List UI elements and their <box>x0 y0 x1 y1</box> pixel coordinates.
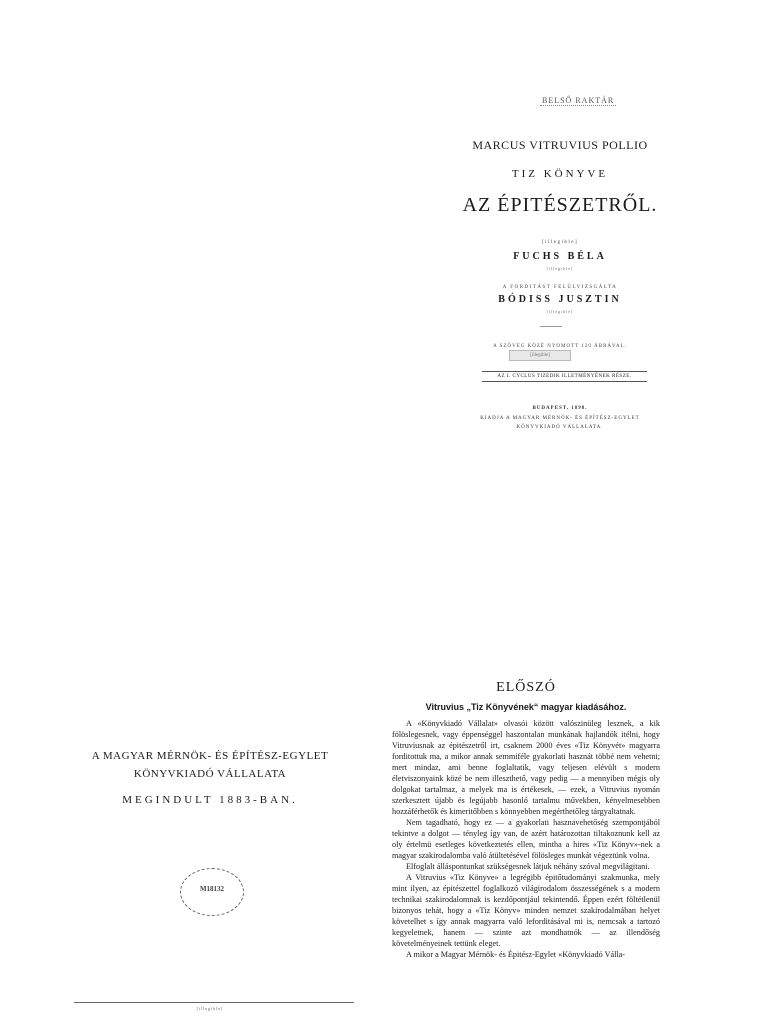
paragraph: Elfoglalt álláspontunkat szükségesnek látjuk néhány szóval megvilágitani. <box>406 862 650 871</box>
society-name: A MAGYAR MÉRNÖK- ÉS ÉPÍTÉSZ-EGYLET <box>91 750 329 762</box>
library-stamp <box>180 868 244 916</box>
publisher-name: KÖNYVKIADÓ VÁLLALATA <box>133 768 287 780</box>
place-year: BUDAPEST, 1898. <box>532 406 588 411</box>
printer-rule <box>74 1002 354 1003</box>
translator-name: FUCHS BÉLA <box>513 251 607 262</box>
figures-box: [illegible] <box>509 350 571 361</box>
author-name: MARCUS VITRUVIUS POLLIO <box>472 138 648 152</box>
publisher-page <box>40 740 380 1020</box>
translated-by-label: [illegible] <box>541 240 579 245</box>
figures-note: A SZÖVEG KÖZÉ NYOMOTT 120 ÁBRÁVAL. <box>493 344 627 349</box>
reviser-role: [illegible] <box>546 309 574 314</box>
printer-line: [illegible] <box>196 1006 224 1011</box>
paragraph: Nem tagadható, hogy ez — a gyakorlati hasznavehetőség szempontjából tekintve a dolgot — tényleg így van, de azért határozottan tiltakoznunk kell az oly értelmü esetleges következtetés ellen, mintha a hires «Tiz Könyv»-nek a magyar szakirodalomba való átültetésével fölösleges munkát végeztünk volna. <box>392 818 660 860</box>
revised-by-label: A FORDITÁST FELÜLVIZSGÁLTA <box>502 285 618 290</box>
foreword-page <box>392 676 660 1024</box>
paragraph: A Vitruvius «Tiz Könyve» a legrégibb épitőtudományi szakmunka, mely mint ilyen, az épitészettel foglalkozó világirodalom összességének s a modern technikai szakirodalomnak is kezdőpontjául tekintendő. Éppen ezért föltétlenül bizonyos tehát, hogy a «Tiz Könyv» minden nemzet szakirodalmában helyet követelhet s így annak magyarra való leforditásával mi is, nemcsak a tartozó kegyeletnek, hanem — szinte azt mondhatnók — az illendőség követelményeinek tettünk eleget. <box>392 873 660 948</box>
foreword-body <box>392 718 660 960</box>
foreword-heading: ELŐSZÓ <box>496 680 556 695</box>
stamp-number: M18132 <box>199 885 225 893</box>
paragraph: A mikor a Magyar Mérnök- és Épitész-Egylet «Könyvkiadó Válla- <box>406 950 626 959</box>
translator-role: [illegible] <box>546 266 574 271</box>
book-subtitle: TIZ KÖNYVE <box>511 168 609 180</box>
publisher-line-1: KIADJA A MAGYAR MÉRNÖK- ÉS ÉPÍTÉSZ-EGYLET <box>480 416 640 421</box>
founded-line: MEGINDULT 1883-BAN. <box>122 794 298 806</box>
reviser-name: BÓDISS JUSZTIN <box>498 294 622 305</box>
title-page <box>392 88 728 458</box>
series-band: AZ I. CYCLUS TIZEDIK ILLETMÉNYÉNEK RÉSZE. <box>482 371 647 382</box>
library-mark: BELSŐ RAKTÁR <box>542 96 615 105</box>
foreword-subheading: Vitruvius „Tiz Könyvének“ magyar kiadásához. <box>425 702 627 712</box>
paragraph: A «Könyvkiadó Vállalat» olvasói között valószinüleg lesznek, a kik fölöslegesnek, vagy éppenséggel haszontalan munkának hajlandók itélni, hogy Vitruviusnak az épitészetről irt, csaknem 2000 éves «Tiz Könyvét» magyarra forditottuk ma, a mikor annak semmiféle gyakorlati hasznát többé nem vehetni; mert mindaz, ami benne foglaltatik, vagy teljesen elévült s modern életviszonyaink közé be nem illeszthető, vagy pedig — a mennyiben mégis oly dolgokat tartalmaz, a melyek ma is értékesek, — ezek, a Vitruvius nyomán szerkesztett újabb és legújabb hasonló tartalmu művekben, kényelmesebben hozzáférhetők és kimeritőbben s könnyebben megérthetőleg tárgyaltatnak. <box>392 719 660 816</box>
title-divider <box>540 326 562 327</box>
publisher-line-2: KÖNYVKIADÓ VÁLLALATA. <box>516 425 604 430</box>
book-title: AZ ÉPITÉSZETRŐL. <box>462 194 658 216</box>
